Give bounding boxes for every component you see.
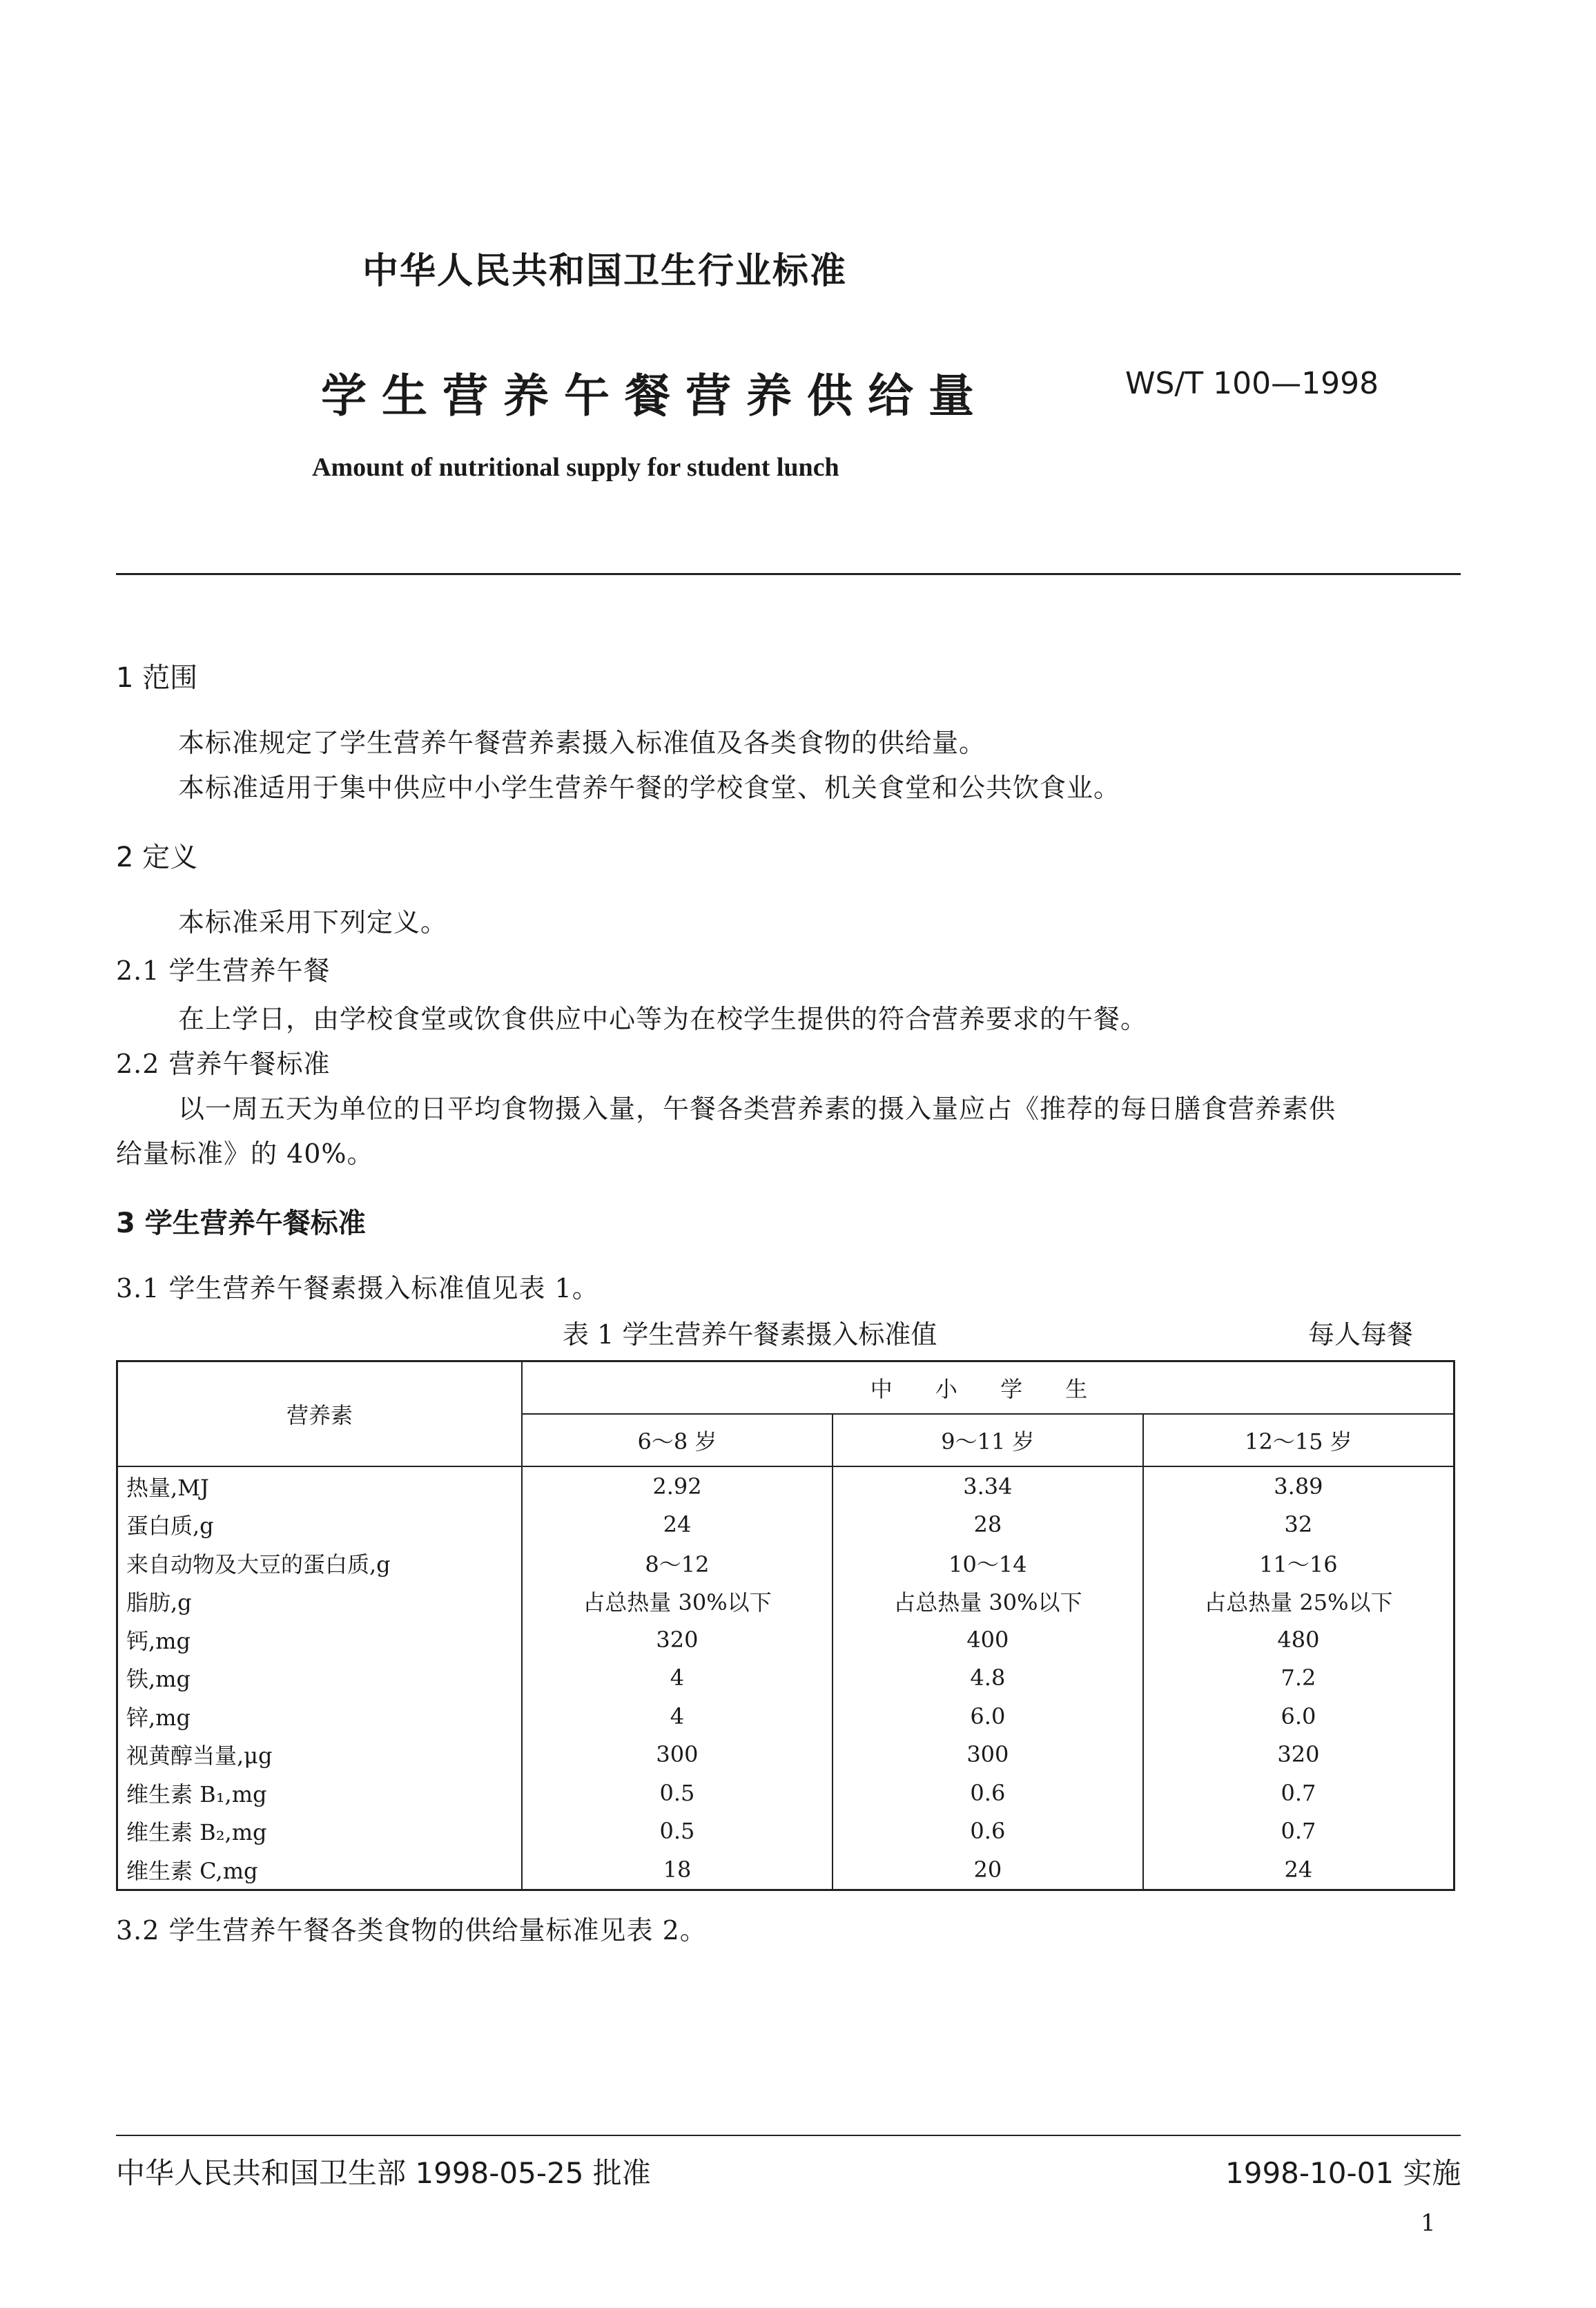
table-row [117, 1850, 1454, 1890]
table-cell: 0.6 [833, 1812, 1143, 1851]
table-row [117, 1774, 1454, 1812]
section-2-2-heading: 2.2 营养午餐标准 [116, 1049, 331, 1079]
section-2-1-text: 在上学日，由学校食堂或饮食供应中心等为在校学生提供的符合营养要求的午餐。 [178, 1004, 1148, 1034]
table-cell: 0.7 [1143, 1774, 1454, 1812]
nutrient-name: 热量,MJ [117, 1466, 523, 1506]
nutrient-name: 铁,mg [117, 1659, 523, 1698]
table-cell: 28 [833, 1506, 1143, 1544]
table-row [117, 1736, 1454, 1774]
table-cell: 24 [522, 1506, 833, 1544]
table-cell: 占总热量 25%以下 [1143, 1582, 1454, 1621]
table-cell: 6.0 [1143, 1697, 1454, 1736]
english-subtitle: Amount of nutritional supply for student lunch [312, 453, 839, 482]
age-group-header: 6～8 岁 [522, 1414, 833, 1466]
table-cell: 3.89 [1143, 1466, 1454, 1506]
nutrient-name: 维生素 C,mg [117, 1850, 523, 1890]
nutrient-column-header: 营养素 [117, 1361, 523, 1467]
nutrient-name: 锌,mg [117, 1697, 523, 1736]
age-group-header: 9～11 岁 [833, 1414, 1143, 1466]
nutrient-name: 脂肪,g [117, 1582, 523, 1621]
nutrient-name: 钙,mg [117, 1620, 523, 1659]
table-cell: 20 [833, 1850, 1143, 1890]
table-cell: 320 [1143, 1736, 1454, 1774]
section-2-paragraph: 本标准采用下列定义。 [178, 907, 448, 938]
section-2-heading: 2 定义 [116, 842, 198, 873]
nutrient-name: 维生素 B₁,mg [117, 1774, 523, 1812]
table-cell: 2.92 [522, 1466, 833, 1506]
table-cell: 480 [1143, 1620, 1454, 1659]
table-cell: 0.5 [522, 1812, 833, 1851]
section-3-2-text: 3.2 学生营养午餐各类食物的供给量标准见表 2。 [116, 1915, 707, 1946]
section-1-heading: 1 范围 [116, 662, 198, 694]
nutrient-name: 维生素 B₂,mg [117, 1812, 523, 1851]
table-cell: 0.5 [522, 1774, 833, 1812]
table-1-caption: 表 1 学生营养午餐素摄入标准值 [563, 1319, 937, 1350]
table-cell: 11～16 [1143, 1544, 1454, 1582]
nutrient-name: 视黄醇当量,μg [117, 1736, 523, 1774]
table-cell: 300 [833, 1736, 1143, 1774]
table-cell: 24 [1143, 1850, 1454, 1890]
table-cell: 18 [522, 1850, 833, 1890]
table-cell: 320 [522, 1620, 833, 1659]
table-row [117, 1466, 1454, 1506]
section-1-paragraph-2: 本标准适用于集中供应中小学生营养午餐的学校食堂、机关食堂和公共饮食业。 [178, 773, 1121, 803]
table-cell: 400 [833, 1620, 1143, 1659]
table-row [117, 1697, 1454, 1736]
student-group-header: 中 小 学 生 [522, 1361, 1454, 1415]
table-row [117, 1544, 1454, 1582]
table-row [117, 1812, 1454, 1851]
table-cell: 300 [522, 1736, 833, 1774]
nutrient-name: 来自动物及大豆的蛋白质,g [117, 1544, 523, 1582]
table-cell: 4 [522, 1659, 833, 1698]
section-2-2-text-line-2: 给量标准》的 40%。 [116, 1138, 374, 1169]
table-cell: 32 [1143, 1506, 1454, 1544]
table-cell: 4 [522, 1697, 833, 1736]
table-row [117, 1582, 1454, 1621]
approval-line: 中华人民共和国卫生部 1998-05-25 批准 [116, 2156, 651, 2190]
table-cell: 4.8 [833, 1659, 1143, 1698]
table-cell: 6.0 [833, 1697, 1143, 1736]
table-cell: 8～12 [522, 1544, 833, 1582]
table-cell: 占总热量 30%以下 [522, 1582, 833, 1621]
age-group-header: 12～15 岁 [1143, 1414, 1454, 1466]
table-cell: 占总热量 30%以下 [833, 1582, 1143, 1621]
page-number: 1 [1421, 2209, 1436, 2237]
footer-divider [116, 2135, 1461, 2136]
section-2-2-text-line-1: 以一周五天为单位的日平均食物摄入量，午餐各类营养素的摄入量应占《推荐的每日膳食营养素供 [178, 1094, 1336, 1124]
table-cell: 3.34 [833, 1466, 1143, 1506]
table-row [117, 1620, 1454, 1659]
section-3-heading: 3 学生营养午餐标准 [116, 1208, 366, 1239]
section-2-1-heading: 2.1 学生营养午餐 [116, 956, 331, 986]
implementation-date: 1998-10-01 实施 [1225, 2156, 1461, 2190]
document-title: 学生营养午餐营养供给量 [321, 369, 989, 423]
table-cell: 10～14 [833, 1544, 1143, 1582]
header-divider [116, 573, 1461, 575]
standard-code: WS/T 100—1998 [1125, 366, 1379, 401]
table-1-unit: 每人每餐 [1308, 1319, 1414, 1350]
table-cell: 0.6 [833, 1774, 1143, 1812]
table-row [117, 1506, 1454, 1544]
section-1-paragraph-1: 本标准规定了学生营养午餐营养素摄入标准值及各类食物的供给量。 [178, 728, 986, 758]
section-3-1-text: 3.1 学生营养午餐素摄入标准值见表 1。 [116, 1273, 599, 1303]
nutrient-name: 蛋白质,g [117, 1506, 523, 1544]
standard-type-header: 中华人民共和国卫生行业标准 [362, 251, 848, 292]
table-cell: 7.2 [1143, 1659, 1454, 1698]
table-row [117, 1659, 1454, 1698]
nutrient-table [116, 1360, 1455, 1891]
table-cell: 0.7 [1143, 1812, 1454, 1851]
